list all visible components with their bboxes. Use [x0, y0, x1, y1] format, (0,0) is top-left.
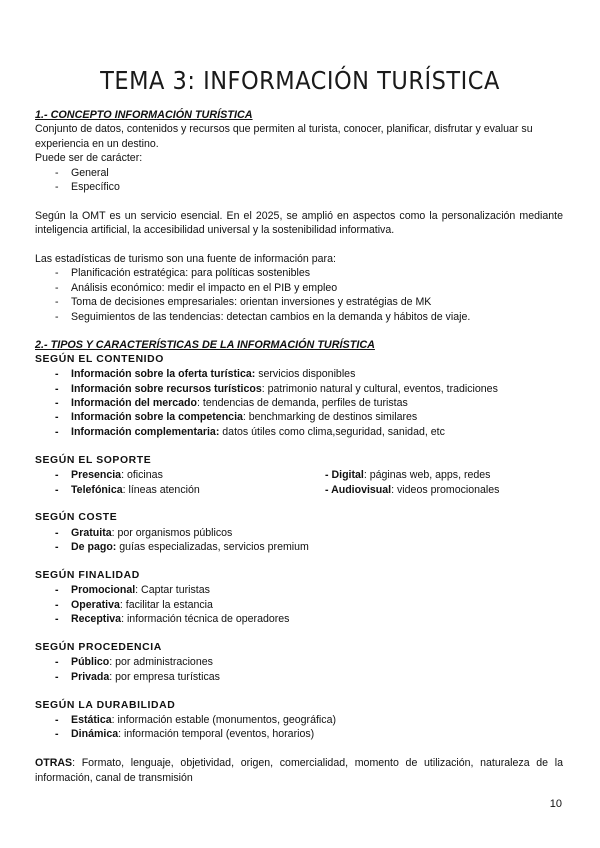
character-list — [35, 166, 563, 195]
section-1-heading: 1.- CONCEPTO INFORMACIÓN TURÍSTICA — [35, 109, 253, 121]
list-item: - Promocional: Captar turistas — [35, 583, 563, 597]
content-body — [35, 108, 563, 785]
list-item: - Gratuita: por organismos públicos — [35, 526, 563, 540]
coste-heading: SEGÚN COSTE — [35, 512, 118, 524]
soporte-list-left — [35, 468, 325, 497]
section-2-heading: 2.- TIPOS Y CARACTERÍSTICAS DE LA INFORMACIÓN TURÍSTICA — [35, 339, 375, 352]
list-item: - Información complementaria: datos útiles como clima,seguridad, sanidad, etc — [35, 425, 563, 439]
list-item: - Dinámica: información temporal (eventos, horarios) — [35, 727, 563, 741]
list-item: - Digital: páginas web, apps, redes — [325, 469, 491, 482]
list-item: - Específico — [35, 180, 563, 194]
list-item: - Receptiva: información técnica de operadores — [35, 612, 563, 626]
durabilidad-list — [35, 713, 563, 742]
list-item: - General — [35, 166, 563, 180]
character-intro: Puede ser de carácter: — [35, 152, 143, 165]
finalidad-list — [35, 583, 563, 626]
list-item: - Audiovisual: videos promocionales — [325, 483, 500, 496]
soporte-heading: SEGÚN EL SOPORTE — [35, 454, 152, 466]
durabilidad-heading: SEGÚN LA DURABILIDAD — [35, 699, 176, 711]
list-item: - Seguimientos de las tendencias: detectan cambios en la demanda y hábitos de viaje. — [35, 310, 563, 324]
list-item: - Estática: información estable (monumentos, geográfica) — [35, 713, 563, 727]
list-item: - Privada: por empresa turísticas — [35, 670, 563, 684]
list-item: - Información sobre la oferta turística: servicios disponibles — [35, 367, 563, 381]
list-item: - Toma de decisiones empresariales: orientan inversiones y estratégias de MK — [35, 295, 563, 309]
page-number: 10 — [549, 798, 562, 810]
contenido-heading: SEGÚN EL CONTENIDO — [35, 353, 164, 365]
list-item: - Operativa: facilitar la estancia — [35, 598, 563, 612]
list-item: - Información sobre recursos turísticos: patrimonio natural y cultural, eventos, tradiciones — [35, 382, 563, 396]
list-item: - Público: por administraciones — [35, 655, 563, 669]
list-item: - De pago: guías especializadas, servicios premium — [35, 540, 563, 554]
list-item: - Presencia: oficinas — [35, 468, 325, 482]
procedencia-heading: SEGÚN PROCEDENCIA — [35, 641, 162, 653]
list-item: - Planificación estratégica: para políticas sostenibles — [35, 266, 563, 280]
otras-paragraph: OTRAS: Formato, lenguaje, objetividad, origen, comercialidad, momento de utilización, naturaleza de la información, canal de transmisión — [35, 757, 563, 784]
soporte-columns — [35, 468, 563, 497]
section-1-intro: Conjunto de datos, contenidos y recursos que permiten al turista, conocer, planificar, disfrutar y evaluar su experiencia en un destino. — [35, 123, 533, 150]
list-item: - Telefónica: líneas atención — [35, 483, 325, 497]
list-item: - Información del mercado: tendencias de demanda, perfiles de turistas — [35, 396, 563, 410]
stats-intro: Las estadísticas de turismo son una fuente de información para: — [35, 253, 336, 266]
procedencia-list — [35, 655, 563, 684]
coste-list — [35, 526, 563, 555]
stats-list — [35, 266, 563, 324]
finalidad-heading: SEGÚN FINALIDAD — [35, 569, 140, 581]
soporte-list-right — [325, 468, 563, 497]
list-item: - Información sobre la competencia: benchmarking de destinos similares — [35, 410, 563, 424]
omt-paragraph: Según la OMT es un servicio esencial. En el 2025, se amplió en aspectos como la personalización mediante inteligencia artificial, la accesibilidad universal y la sostenibilidad informativa. — [35, 209, 563, 237]
contenido-list — [35, 367, 563, 439]
page-title: TEMA 3: INFORMACIÓN TURÍSTICA — [100, 66, 500, 95]
list-item: - Análisis económico: medir el impacto en el PIB y empleo — [35, 281, 563, 295]
